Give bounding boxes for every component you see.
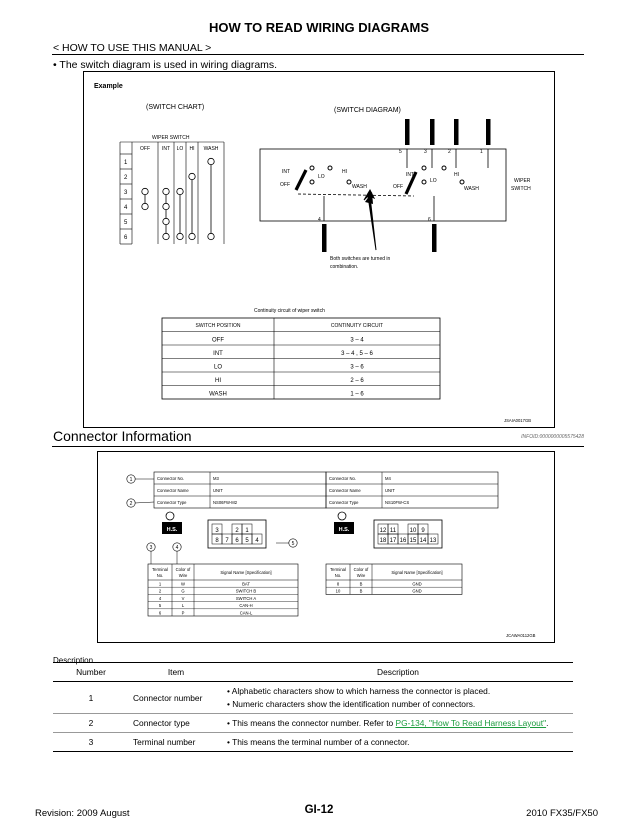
terminal-table-cell: L	[181, 603, 185, 609]
row-description	[223, 714, 573, 733]
cavity-number: 9	[421, 528, 425, 534]
switch-label: SWITCH	[511, 186, 531, 192]
intro-bullet: • The switch diagram is used in wiring diagrams.	[53, 59, 278, 71]
terminal-table-cell: SWITCH A	[235, 595, 257, 601]
terminal-table-cell: B	[359, 581, 363, 587]
example-figure-code: JSAIA0017GB	[504, 418, 532, 423]
hs-icon-label: H.S.	[338, 527, 350, 533]
footer-page-number: GI-12	[304, 804, 334, 816]
continuity-header: SWITCH POSITION	[195, 323, 241, 329]
connector-info-value: NS06FW-M2	[213, 500, 238, 505]
terminal-number-top: 3	[424, 149, 427, 155]
chart-connection-dot	[142, 203, 148, 209]
connector-info-label: Connector No.	[157, 476, 184, 481]
terminal-pin-bottom	[322, 224, 327, 252]
callout-number: 1	[129, 477, 133, 483]
row-item: Connector type	[129, 714, 223, 733]
connector-info-value: NS10FW-CS	[385, 500, 410, 505]
cavity-number: 3	[215, 528, 219, 534]
description-table	[53, 662, 573, 752]
terminal-table-cell: SWITCH B	[235, 588, 257, 594]
row-item: Terminal number	[129, 733, 223, 752]
continuity-position: LO	[213, 364, 223, 371]
continuity-position: OFF	[212, 337, 224, 344]
callout-number: 5	[291, 541, 295, 547]
chart-row-label: 5	[124, 220, 128, 226]
terminal-number-bottom: 4	[318, 217, 321, 223]
row-number: 3	[53, 733, 129, 752]
terminal-pin-bottom	[432, 224, 437, 252]
example-label: Example	[94, 83, 123, 90]
terminal-table-frame	[326, 564, 462, 594]
cavity-number: 13	[429, 538, 437, 544]
hs-icon-label: H.S.	[166, 527, 178, 533]
cavity-number: 4	[255, 538, 259, 544]
continuity-table	[162, 318, 440, 399]
terminal-number-bottom: 6	[428, 217, 431, 223]
header-rule	[52, 54, 584, 55]
row-description: • This means the terminal number of a connector.	[223, 733, 573, 752]
connector-figure-code: JCAWA0112GB	[506, 633, 536, 638]
continuity-header: CONTINUITY CIRCUIT	[330, 323, 384, 329]
connector-info-label: Connector Type	[329, 500, 359, 505]
terminal-pin-top	[486, 119, 491, 145]
continuity-circuit: 3 – 6	[350, 364, 364, 371]
terminal-pin-top	[454, 119, 459, 145]
continuity-title: Continuity circuit of wiper switch	[254, 308, 325, 314]
chart-connection-dot	[177, 188, 183, 194]
connector-info-label: Connector Name	[157, 488, 189, 493]
right-lo-label: LO	[430, 178, 437, 184]
cavity-number: 10	[409, 528, 417, 534]
desc-text: • This means the connector number. Refer to	[227, 718, 396, 728]
switch-diagram	[260, 119, 531, 270]
cavity-number: 8	[215, 538, 219, 544]
cavity-number: 18	[379, 538, 387, 544]
row-number: 2	[53, 714, 129, 733]
row-description	[223, 682, 573, 714]
continuity-position: HI	[215, 378, 221, 384]
col-item: Item	[129, 663, 223, 682]
terminal-table-header: Signal Name [Specification]	[391, 570, 443, 575]
terminal-table-cell: 5	[158, 603, 162, 609]
continuity-circuit: 2 – 6	[350, 378, 364, 384]
cavity-number: 1	[245, 528, 249, 534]
footer-model: 2010 FX35/FX50	[526, 808, 598, 819]
connector-info-value: UNIT	[213, 488, 223, 493]
col-description: Description	[223, 663, 573, 682]
left-lo-label: LO	[318, 174, 325, 180]
chart-column-label: LO	[176, 146, 184, 152]
continuity-circuit: 1 – 6	[350, 391, 364, 398]
connector-info-label: Connector No.	[329, 476, 356, 481]
cavity-number: 16	[399, 538, 407, 544]
terminal-pin-top	[405, 119, 410, 145]
description-label: Description	[53, 656, 94, 665]
terminal-table-header: Signal Name [Specification]	[220, 570, 272, 575]
terminal-table-cell: G	[181, 588, 185, 594]
desc-line: • Numeric characters show the identification number of connectors.	[227, 699, 476, 709]
cavity-number: 17	[389, 538, 397, 544]
chart-column-label: INT	[161, 146, 171, 152]
connector-blocks	[127, 472, 498, 616]
right-hi-label: HI	[454, 172, 459, 178]
chart-row-label: 3	[124, 190, 128, 196]
cavity-number: 6	[235, 538, 239, 544]
cavity-number: 15	[409, 538, 417, 544]
cavity-number: 2	[235, 528, 239, 534]
terminal-number-top: 1	[480, 149, 483, 155]
right-wash-label: WASH	[464, 186, 479, 192]
terminal-table-cell: GND	[412, 581, 422, 587]
chart-row-label: 6	[124, 235, 128, 241]
connector-info-value: UNIT	[385, 488, 395, 493]
page-title: HOW TO READ WIRING DIAGRAMS	[208, 20, 430, 35]
right-int-label: INT	[406, 172, 415, 178]
right-off-label: OFF	[393, 184, 403, 190]
terminal-table-cell: 10	[335, 588, 341, 594]
terminal-table-cell: CAN-H	[239, 603, 253, 609]
desc-line: • Alphabetic characters show to which harness the connector is placed.	[227, 686, 491, 696]
switch-chart-grid	[120, 142, 224, 244]
terminal-table-header: Color of	[353, 567, 369, 572]
terminal-table-cell: 6	[158, 610, 162, 616]
cavity-number: 11	[389, 528, 397, 534]
cavity-number: 14	[419, 538, 427, 544]
left-hi-label: HI	[342, 169, 347, 175]
chart-connection-dot	[163, 188, 169, 194]
terminal-table-header: Terminal	[152, 567, 168, 572]
connector-info-figure	[97, 451, 555, 643]
terminal-table-cell: V	[181, 595, 185, 601]
col-number: Number	[53, 663, 129, 682]
terminal-table-header: No.	[334, 573, 342, 578]
callout-number: 2	[129, 501, 133, 507]
switch-example-figure	[83, 71, 555, 428]
note-line-2: combination.	[330, 264, 359, 270]
chart-column-label: HI	[189, 146, 195, 152]
switch-diagram-heading: (SWITCH DIAGRAM)	[334, 107, 401, 114]
terminal-table-cell: B	[359, 588, 363, 594]
hs-hand-icon	[338, 512, 346, 520]
chart-connection-dot	[208, 158, 214, 164]
chart-column-label: OFF	[140, 146, 150, 152]
table-row	[53, 733, 573, 752]
switch-chart-heading: (SWITCH CHART)	[146, 104, 205, 111]
chart-column-label: WASH	[203, 146, 219, 152]
chart-row-label: 1	[124, 160, 128, 166]
left-wash-label: WASH	[352, 184, 367, 190]
terminal-table-header: Wire	[178, 573, 188, 578]
chart-row-label: 2	[124, 175, 128, 181]
chart-connection-dot	[189, 233, 195, 239]
left-off-label: OFF	[280, 182, 290, 188]
chart-connection-dot	[142, 188, 148, 194]
connector-info-value: M3	[213, 476, 219, 481]
continuity-position: WASH	[209, 391, 227, 398]
terminal-table-cell: 1	[158, 581, 162, 587]
connector-info-value: M4	[385, 476, 391, 481]
terminal-table-cell: 2	[158, 588, 162, 594]
terminal-number-top: 2	[448, 149, 451, 155]
terminal-pin-top	[430, 119, 435, 145]
connector-info-label: Connector Name	[329, 488, 361, 493]
terminal-number-top: 5	[399, 149, 402, 155]
section-rule	[52, 446, 584, 447]
table-row	[53, 682, 573, 714]
terminal-table-header: Color of	[175, 567, 191, 572]
continuity-circuit: 3 – 4	[350, 337, 364, 344]
terminal-table-cell: BAT	[242, 581, 250, 587]
row-item: Connector number	[129, 682, 223, 714]
terminal-table-header: Terminal	[330, 567, 346, 572]
hs-hand-icon	[166, 512, 174, 520]
chart-connection-dot	[163, 203, 169, 209]
desc-text-end: .	[546, 718, 549, 728]
chart-connection-dot	[177, 233, 183, 239]
wiper-switch-chart-label: WIPER SWITCH	[152, 135, 190, 141]
chart-connection-dot	[189, 173, 195, 179]
terminal-table-header: Wire	[356, 573, 366, 578]
terminal-table-header: No.	[156, 573, 164, 578]
continuity-circuit: 3 – 4 , 5 – 6	[341, 351, 373, 357]
harness-layout-link[interactable]: PG-134, "How To Read Harness Layout"	[395, 718, 547, 728]
callout-number: 4	[175, 545, 179, 551]
connector-info-heading: Connector Information	[53, 428, 192, 444]
note-line-1: Both switches are turned in	[330, 256, 391, 262]
breadcrumb[interactable]: < HOW TO USE THIS MANUAL >	[53, 42, 212, 54]
left-int-label: INT	[282, 169, 291, 175]
terminal-table-cell: W	[181, 581, 185, 587]
callout-number: 3	[149, 545, 153, 551]
cavity-number: 7	[225, 538, 229, 544]
row-number: 1	[53, 682, 129, 714]
table-row	[53, 714, 573, 733]
wiper-label: WIPER	[514, 178, 531, 184]
chart-connection-dot	[163, 233, 169, 239]
chart-connection-dot	[163, 218, 169, 224]
terminal-table-cell: 4	[158, 595, 162, 601]
chart-row-label: 4	[124, 205, 128, 211]
terminal-table-cell: GND	[412, 588, 422, 594]
connector-info-label: Connector Type	[157, 500, 187, 505]
cavity-number: 12	[379, 528, 387, 534]
chart-connection-dot	[208, 233, 214, 239]
terminal-table-cell: P	[181, 610, 185, 616]
footer-revision: Revision: 2009 August	[35, 808, 130, 819]
info-id: INFOID:0000000005575428	[521, 434, 584, 440]
continuity-position: INT	[213, 351, 223, 357]
cavity-number: 5	[245, 538, 249, 544]
terminal-table-cell: CAN-L	[239, 610, 253, 616]
callout-leader	[135, 502, 154, 503]
terminal-table-cell: 8	[336, 581, 340, 587]
